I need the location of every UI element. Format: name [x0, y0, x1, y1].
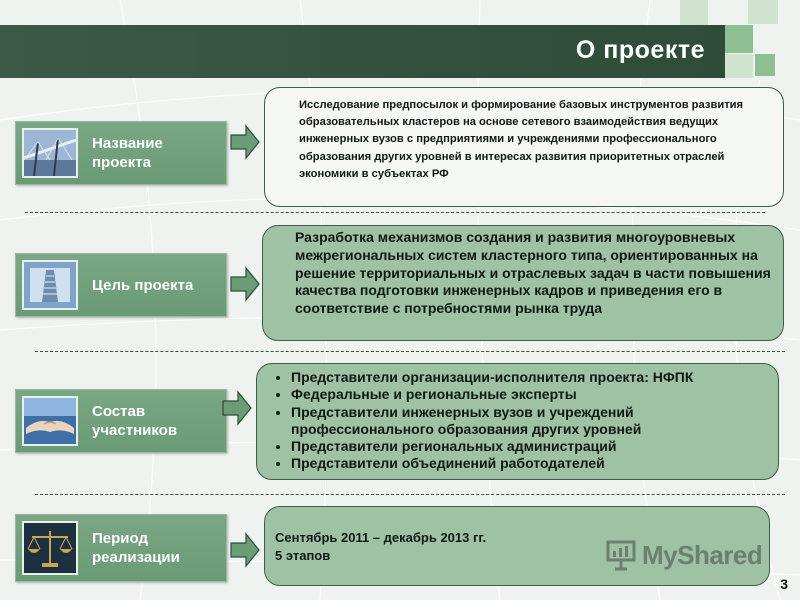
- handshake-photo-icon: [22, 396, 78, 446]
- project-goal-text: Разработка механизмов создания и развития многоуровневых межрегиональных систем кластерного типа, ориентированных на решение территориальных и отраслевых задач в части повышения качества подготовки инженерных кадров и приведения его в соответствие с потребностями рынка труда: [295, 229, 771, 317]
- participants-box: [256, 363, 779, 480]
- page-number: 3: [780, 576, 788, 592]
- label-period: [15, 514, 227, 582]
- label-text: Название проекта: [92, 135, 163, 171]
- page-title: О проекте: [575, 36, 705, 64]
- title-bar: [0, 25, 725, 78]
- label-participants: [15, 389, 227, 453]
- divider: [35, 351, 785, 352]
- label-text: Состав участников: [92, 403, 178, 439]
- presentation-icon: [606, 539, 636, 571]
- decor-square: [680, 0, 708, 26]
- list-item: • Представители объединений работодателей: [291, 455, 770, 472]
- divider: [25, 212, 765, 213]
- period-stages: 5 этапов: [275, 548, 331, 563]
- bridge-photo-icon: [22, 128, 78, 178]
- arrow-right-icon: [222, 390, 252, 426]
- decor-square: [755, 54, 775, 76]
- arrow-right-icon: [230, 266, 260, 302]
- decor-square: [725, 25, 753, 53]
- label-text: Период реализации: [92, 530, 180, 566]
- divider: [35, 494, 785, 495]
- list-item: • Представители региональных администраций: [291, 438, 770, 455]
- label-project-name: [15, 121, 227, 185]
- decor-square: [748, 0, 778, 24]
- list-item: • Представители инженерных вузов и учреждений профессионального образования других уровней: [291, 404, 770, 439]
- period-dates: Сентябрь 2011 – декабрь 2013 гг.: [275, 530, 487, 545]
- label-project-goal: [15, 253, 227, 317]
- tower-photo-icon: [22, 260, 78, 310]
- scales-photo-icon: [22, 521, 78, 575]
- list-item: • Представители организации-исполнителя проекта: НФПК: [291, 369, 770, 386]
- watermark: [606, 536, 762, 574]
- project-name-box: [264, 87, 784, 207]
- project-name-text: Исследование предпосылок и формирование базовых инструментов развития образовательных кластеров на основе сетевого взаимодействия ведущих инженерных вузов с предприятиями и учреждениями профессионального образования других уровней в интересах развития приоритетных отраслей экономики в субъектах РФ: [299, 99, 744, 180]
- decor-square: [725, 54, 753, 78]
- label-text: Цель проекта: [92, 276, 194, 294]
- list-item: • Федеральные и региональные эксперты: [291, 386, 770, 403]
- arrow-right-icon: [230, 532, 260, 568]
- watermark-text: MyShared: [642, 539, 763, 570]
- participants-list: [263, 369, 770, 473]
- project-goal-box: [262, 225, 784, 341]
- arrow-right-icon: [230, 124, 260, 160]
